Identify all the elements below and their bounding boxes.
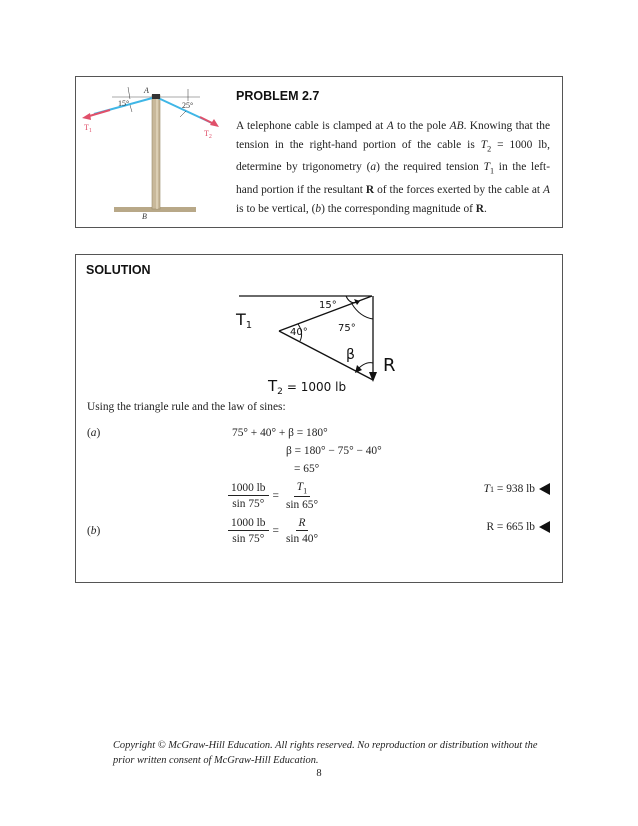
- sketch-T1: T1: [236, 310, 253, 331]
- angle-right-label: 25°: [182, 101, 194, 110]
- force-triangle-sketch: [76, 255, 564, 395]
- solution-box: [75, 254, 563, 583]
- sketch-angle-right: 75°: [338, 323, 356, 334]
- solution-title: SOLUTION: [86, 263, 151, 277]
- sketch-angle-left: 40°: [290, 327, 308, 338]
- law-of-sines-a: $\frac{1000 lb}{\sin 75^\circ}$ = $\frac{T_1}{\sin 65^\circ}$: [228, 481, 321, 511]
- part-a-label: (a): [87, 427, 101, 439]
- beta-result: = 65°: [294, 463, 320, 475]
- label-A: A: [144, 86, 149, 95]
- vector-T2: [279, 331, 373, 380]
- solution-intro: Using the triangle rule and the law of sines:: [87, 401, 286, 413]
- answer-marker-icon: [539, 521, 550, 533]
- sketch-angle-top: 15°: [319, 300, 337, 311]
- beta-equation: β = 180° − 75° − 40°: [286, 445, 382, 457]
- clamp: [152, 94, 160, 99]
- problem-title: PROBLEM 2.7: [236, 89, 320, 103]
- angle-left-label: 15°: [118, 99, 130, 108]
- angle-sum-equation: 75° + 40° + β = 180°: [232, 427, 328, 439]
- part-b-label: (b): [87, 525, 101, 537]
- problem-box: [75, 76, 563, 228]
- sketch-R: R: [383, 355, 396, 376]
- sketch-beta: β: [346, 347, 355, 363]
- label-T2: $T_2$: [204, 129, 212, 140]
- law-of-sines-b: $\frac{1000 lb}{\sin 75^\circ}$ = $\frac{R}{\sin 40^\circ}$: [228, 517, 321, 545]
- answer-marker-icon: [539, 483, 550, 495]
- problem-statement: A telephone cable is clamped at A to the pole AB. Knowing that the tension in the right-hand portion of the cable is $T_2 = 1000$ lb, determine by trigonometry (a) the required tension $T_1$ in the left-hand portion if the resultant R of the forces exerted by the cable at A is to be vertical, (b) the corresponding magnitude of R.: [236, 120, 550, 215]
- pole-figure: [76, 77, 226, 227]
- answer-T1: T 1 = 938 lb: [484, 483, 550, 495]
- pole: [152, 95, 160, 209]
- label-B: B: [142, 212, 147, 221]
- answer-R: R = 665 lb: [486, 521, 550, 533]
- sketch-T2: $T_2$ $^{= 1000 lb}$: [268, 377, 347, 395]
- page-number: 8: [316, 768, 322, 779]
- copyright-notice: Copyright © McGraw-Hill Education. All rights reserved. No reproduction or distribution without the prior written consent of McGraw-Hill Education.: [113, 740, 538, 766]
- label-T1: $T_1$: [84, 123, 92, 134]
